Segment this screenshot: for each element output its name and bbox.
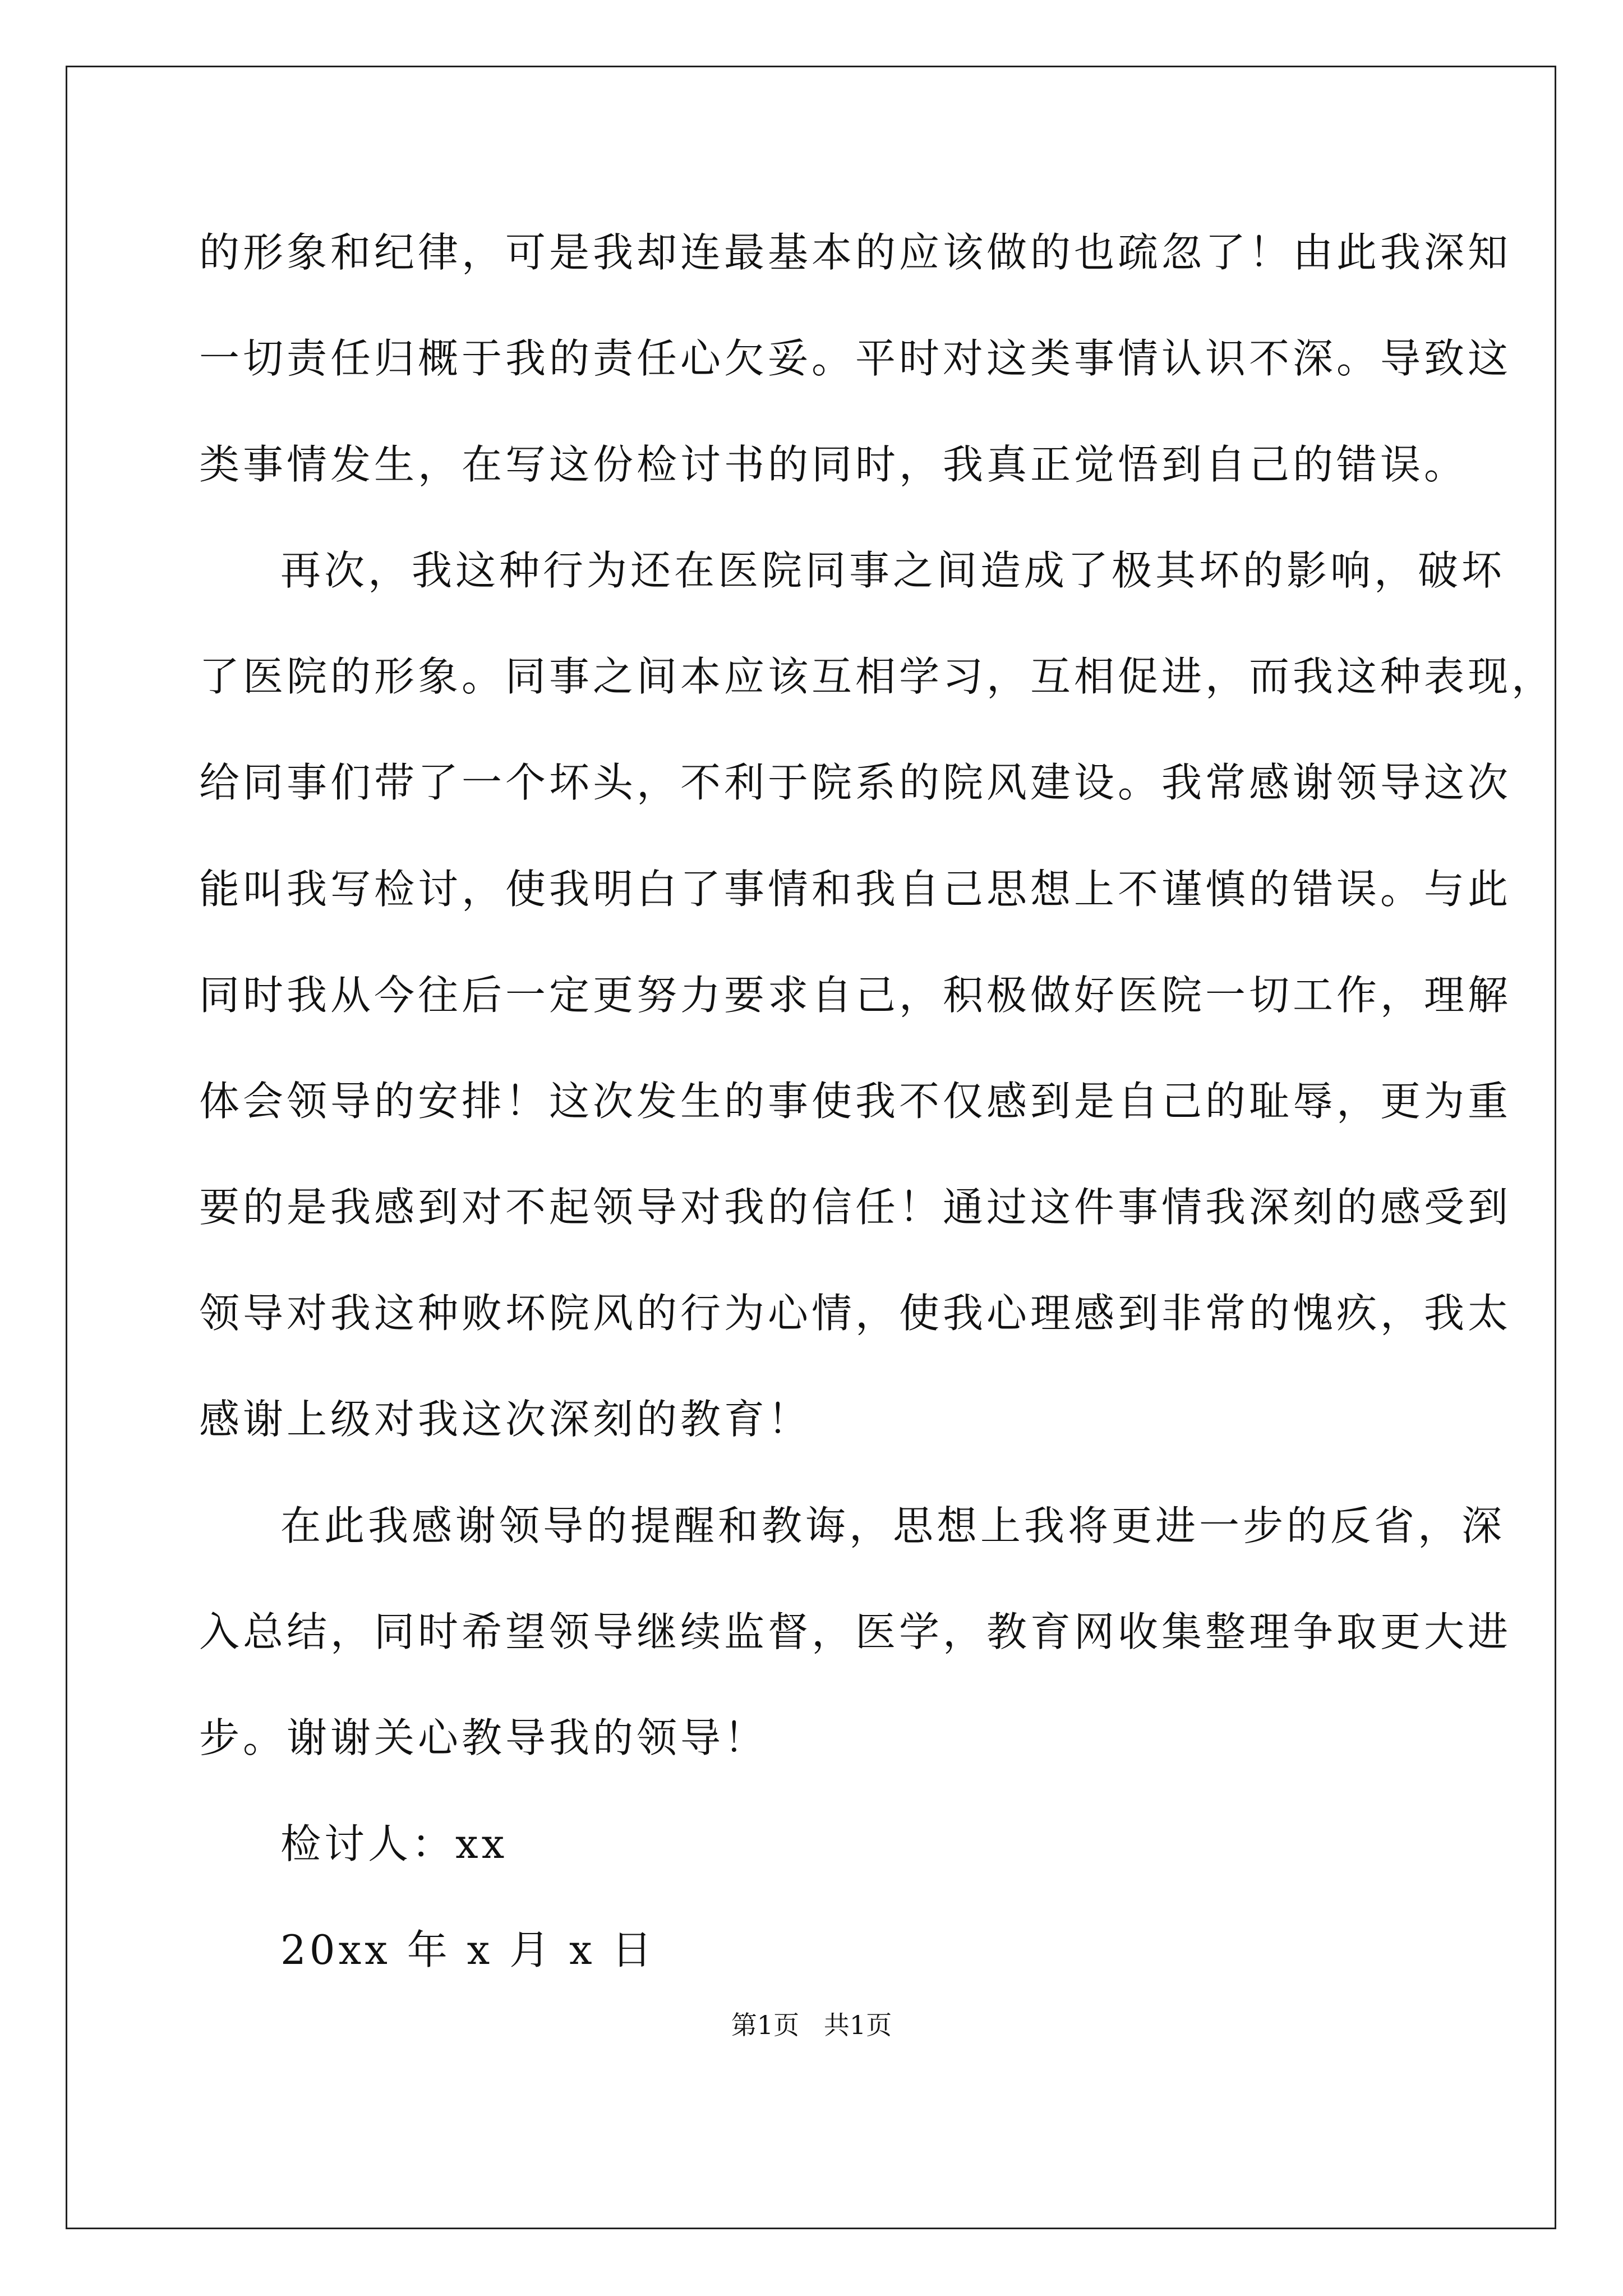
body-line: 类事情发生，在写这份检讨书的同时，我真正觉悟到自己的错误。 (199, 441, 1468, 488)
page-border (66, 66, 1556, 2229)
body-line: 要的是我感到对不起领导对我的信任！通过这件事情我深刻的感受到 (199, 1184, 1512, 1231)
body-line: 感谢上级对我这次深刻的教育！ (199, 1396, 812, 1443)
signature-name: 检讨人：xx (280, 1820, 508, 1867)
body-line: 体会领导的安排！这次发生的事使我不仅感到是自己的耻辱，更为重 (199, 1078, 1512, 1125)
body-line: 给同事们带了一个坏头，不利于院系的院风建设。我常感谢领导这次 (199, 759, 1512, 806)
body-line: 同时我从今往后一定更努力要求自己，积极做好医院一切工作，理解 (199, 972, 1512, 1019)
body-line: 了医院的形象。同事之间本应该互相学习，互相促进，而我这种表现， (199, 653, 1556, 700)
body-line: 步。谢谢关心教导我的领导！ (199, 1714, 768, 1761)
body-line: 一切责任归概于我的责任心欠妥。平时对这类事情认识不深。导致这 (199, 335, 1512, 382)
paragraph-start-line: 在此我感谢领导的提醒和教诲，思想上我将更进一步的反省，深 (280, 1502, 1506, 1549)
signature-date: 20xx 年 x 月 x 日 (280, 1926, 656, 1973)
body-line: 领导对我这种败坏院风的行为心情，使我心理感到非常的愧疚，我太 (199, 1290, 1512, 1337)
body-line: 能叫我写检讨，使我明白了事情和我自己思想上不谨慎的错误。与此 (199, 866, 1512, 913)
body-line: 入总结，同时希望领导继续监督，医学，教育网收集整理争取更大进 (199, 1608, 1512, 1655)
page-number-footer: 第1页 共1页 (731, 2010, 892, 2040)
body-line: 的形象和纪律，可是我却连最基本的应该做的也疏忽了！由此我深知 (199, 229, 1512, 276)
paragraph-start-line: 再次，我这种行为还在医院同事之间造成了极其坏的影响，破坏 (280, 547, 1506, 594)
